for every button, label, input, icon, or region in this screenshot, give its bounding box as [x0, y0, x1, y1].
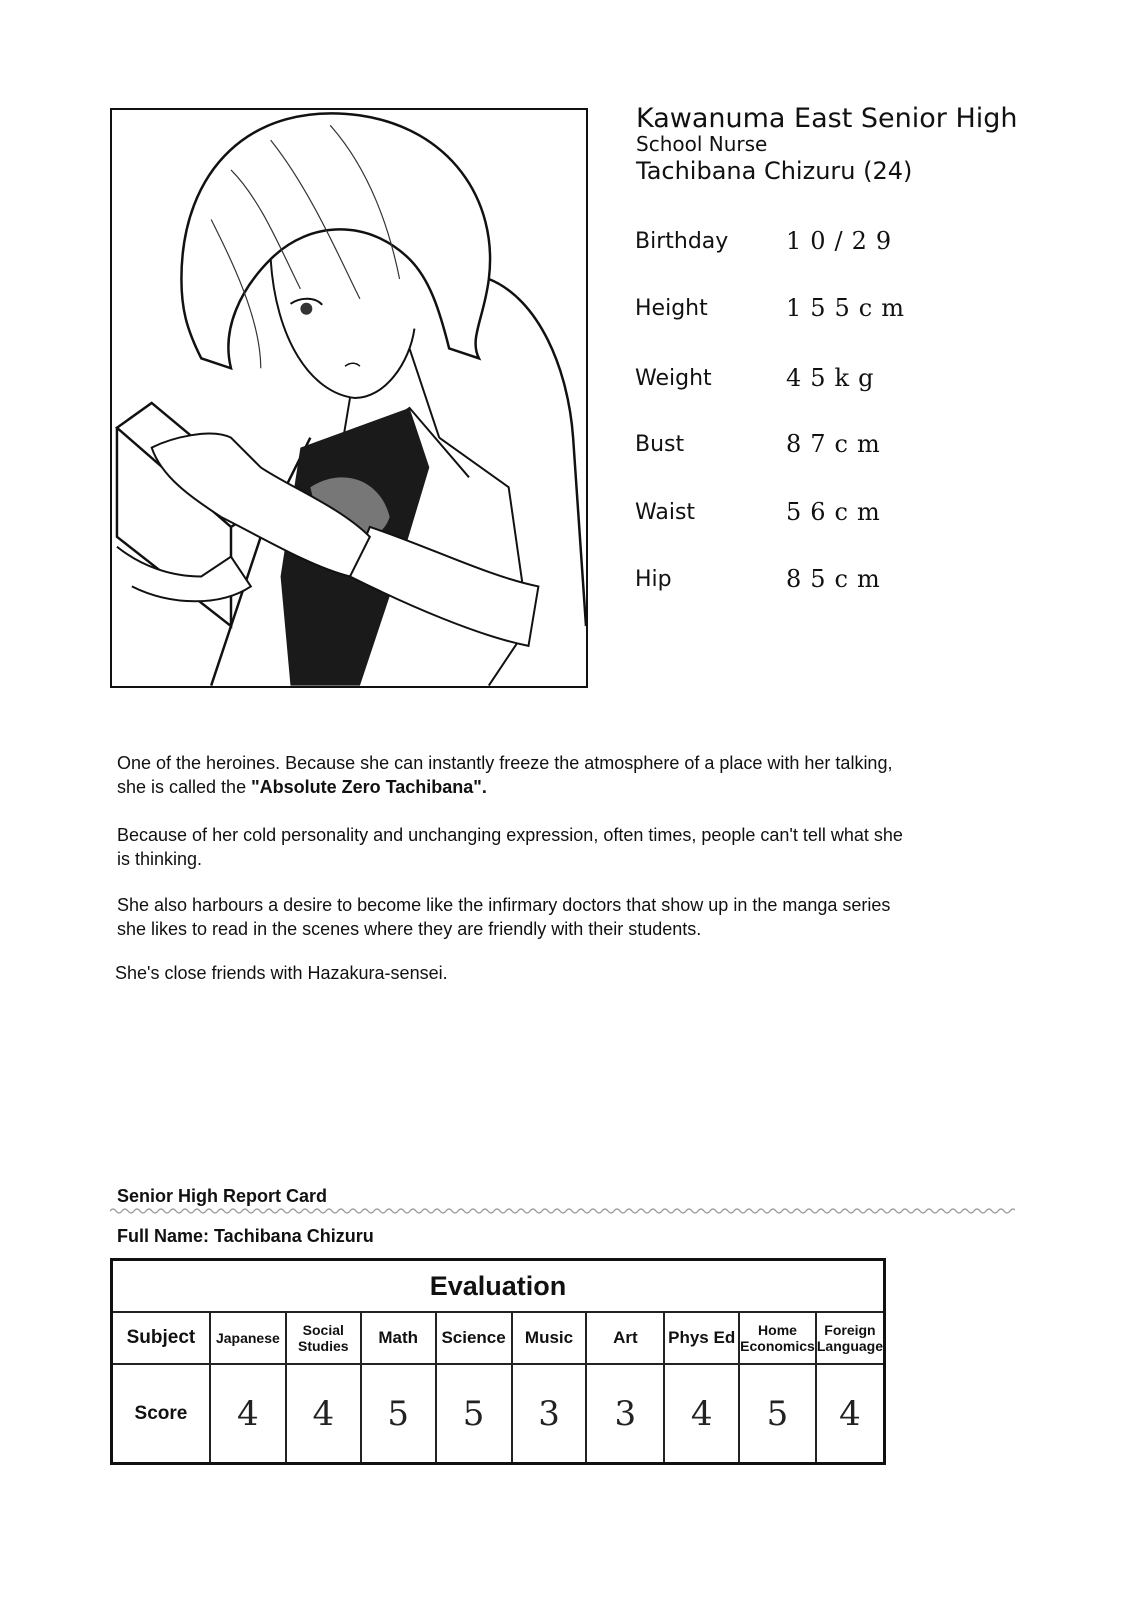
description-text: One of the heroines. Because she can instantly freeze the atmosphere of a place with her talking, she is called the	[117, 753, 893, 797]
score-social-studies: 4	[286, 1364, 361, 1464]
score-art: 3	[586, 1364, 664, 1464]
evaluation-header: Evaluation	[112, 1260, 885, 1313]
role-title: School Nurse	[636, 132, 768, 156]
subject-name: Music	[524, 1328, 574, 1347]
report-card-full-name: Full Name: Tachibana Chizuru	[117, 1226, 374, 1246]
subject-name: Japanese	[215, 1330, 280, 1346]
stat-height	[635, 296, 955, 326]
description-paragraph-1	[117, 751, 917, 799]
report-card-title: Senior High Report Card	[117, 1186, 328, 1206]
stat-weight	[635, 366, 955, 396]
subject-japanese	[210, 1312, 286, 1364]
subject-name-line1: Home	[758, 1322, 797, 1338]
subject-science	[436, 1312, 512, 1364]
stat-value: 45kg	[786, 364, 883, 392]
description-text: Because of her cold personality and unchanging expression, often times, people can't tell what she is thinking.	[117, 825, 903, 869]
description-paragraph-3	[117, 893, 917, 941]
stat-value: 85cm	[786, 565, 889, 593]
score-phys-ed: 4	[664, 1364, 739, 1464]
wavy-divider	[110, 1206, 1015, 1216]
score-math: 5	[361, 1364, 436, 1464]
subject-name-line2: Language	[816, 1338, 883, 1354]
stat-label: Hip	[635, 567, 672, 592]
subject-name: Math	[378, 1328, 419, 1347]
stat-value: 155cm	[786, 294, 914, 322]
subject-name: Phys Ed	[668, 1328, 736, 1347]
score-science: 5	[436, 1364, 512, 1464]
school-name: Kawanuma East Senior High	[636, 103, 1018, 134]
subject-music	[512, 1312, 587, 1364]
stat-value: 56cm	[786, 498, 889, 526]
subject-home-economics	[739, 1312, 816, 1364]
character-name: Tachibana Chizuru (24)	[636, 157, 913, 185]
subject-row-label: Subject	[112, 1312, 210, 1364]
score-row-label: Score	[112, 1364, 210, 1464]
stat-label: Weight	[635, 366, 712, 391]
subject-art	[586, 1312, 664, 1364]
description-text: She's close friends with Hazakura-sensei.	[115, 963, 448, 983]
stat-waist	[635, 500, 955, 530]
subject-name: Art	[613, 1328, 638, 1347]
illustration-drawing	[112, 110, 586, 686]
subject-name: Science	[441, 1328, 506, 1347]
stat-label: Birthday	[635, 229, 729, 254]
report-card-table	[110, 1258, 886, 1465]
subject-name-line2: Economics	[740, 1338, 815, 1354]
score-foreign-language: 4	[816, 1364, 885, 1464]
score-music: 3	[512, 1364, 587, 1464]
score-row	[112, 1364, 885, 1464]
description-paragraph-4	[115, 961, 915, 985]
subject-social-studies	[286, 1312, 361, 1364]
stat-bust	[635, 432, 955, 462]
stat-label: Bust	[635, 432, 685, 457]
score-home-economics: 5	[739, 1364, 816, 1464]
description-paragraph-2	[117, 823, 917, 871]
subject-foreign-language	[816, 1312, 885, 1364]
stat-birthday	[635, 229, 955, 259]
subject-name-line1: Foreign	[824, 1322, 876, 1338]
description-text: She also harbours a desire to become like the infirmary doctors that show up in the manga series she likes to read in the scenes where they are friendly with their students.	[117, 895, 891, 939]
subject-math	[361, 1312, 436, 1364]
score-japanese: 4	[210, 1364, 286, 1464]
stat-value: 87cm	[786, 430, 889, 458]
stat-hip	[635, 567, 955, 597]
stat-label: Waist	[635, 500, 696, 525]
subject-phys-ed	[664, 1312, 739, 1364]
profile-header	[636, 102, 1018, 188]
subject-name-line2: Studies	[298, 1338, 349, 1354]
stat-value: 10/29	[786, 227, 901, 255]
subject-row	[112, 1312, 885, 1364]
stat-label: Height	[635, 296, 708, 321]
subject-name-line1: Social	[302, 1322, 344, 1338]
character-illustration	[110, 108, 588, 688]
nickname-emphasis: "Absolute Zero Tachibana".	[251, 777, 487, 797]
